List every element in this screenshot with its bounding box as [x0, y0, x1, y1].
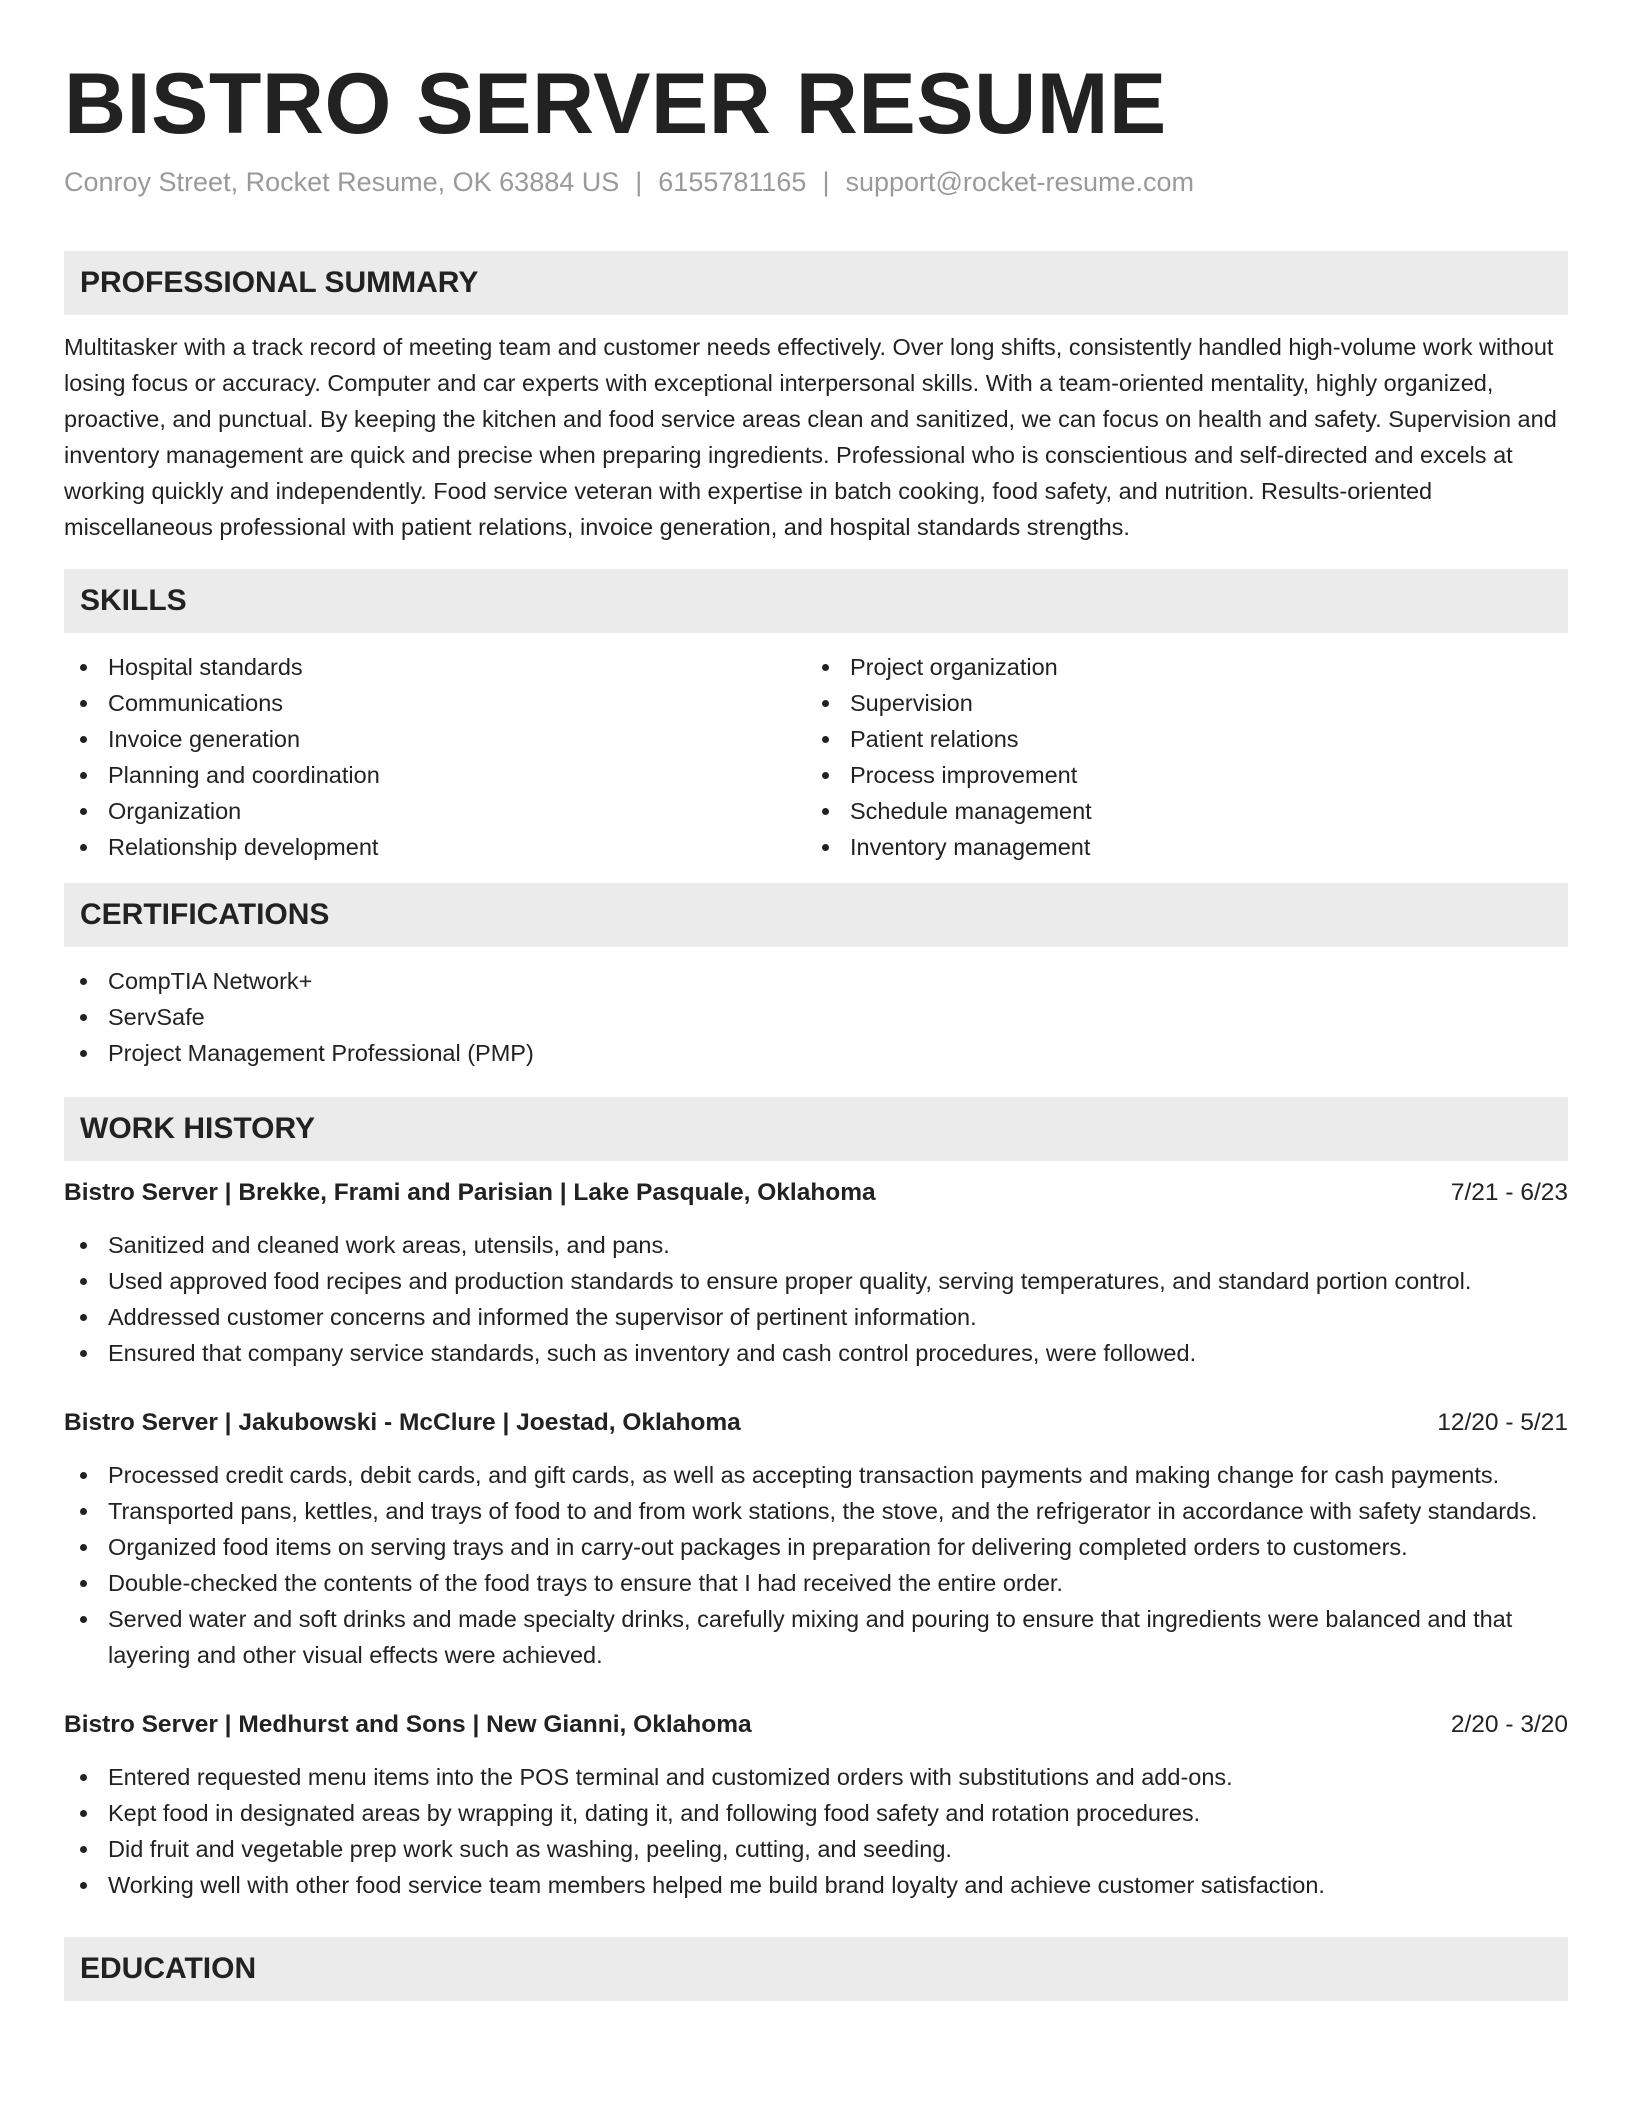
job-bullets [64, 1759, 1568, 1903]
contact-separator: | [822, 167, 830, 197]
skill-item: Project organization [806, 649, 1548, 685]
section-header-education: EDUCATION [64, 1937, 1568, 2001]
certifications-list [64, 963, 1568, 1071]
job-bullet: Served water and soft drinks and made specialty drinks, carefully mixing and pouring to ensure that ingredients were balanced and that layering and other visual effects were achieved. [64, 1601, 1568, 1673]
contact-line [64, 164, 1568, 200]
job-entry [64, 1707, 1568, 1903]
certification-item: ServSafe [64, 999, 1568, 1035]
job-bullet: Sanitized and cleaned work areas, utensils, and pans. [64, 1227, 1568, 1263]
job-dates: 7/21 - 6/23 [1450, 1179, 1568, 1206]
skill-item: Communications [64, 685, 806, 721]
job-bullet: Used approved food recipes and production standards to ensure proper quality, serving temperatures, and standard portion control. [64, 1263, 1568, 1299]
job-bullet: Working well with other food service team members helped me build brand loyalty and achieve customer satisfaction. [64, 1867, 1568, 1903]
job-entry [64, 1405, 1568, 1673]
skill-item: Planning and coordination [64, 757, 806, 793]
job-bullet: Entered requested menu items into the POS terminal and customized orders with substitutions and add-ons. [64, 1759, 1568, 1795]
contact-address: Conroy Street, Rocket Resume, OK 63884 US [64, 167, 620, 197]
contact-phone: 6155781165 [658, 167, 807, 197]
job-bullet: Organized food items on serving trays and in carry-out packages in preparation for delivering completed orders to customers. [64, 1529, 1568, 1565]
skill-item: Process improvement [806, 757, 1548, 793]
job-bullet: Ensured that company service standards, such as inventory and cash control procedures, were followed. [64, 1335, 1568, 1371]
summary-text: Multitasker with a track record of meeting team and customer needs effectively. Over long shifts, consistently handled high-volume work without losing focus or accuracy. Computer and car experts with exceptional interpersonal skills. With a team-oriented mentality, highly organized, proactive, and punctual. By keeping the kitchen and food service areas clean and sanitized, we can focus on health and safety. Supervision and inventory management are quick and precise when preparing ingredients. Professional who is conscientious and self-directed and excels at working quickly and independently. Food service veteran with expertise in batch cooking, food safety, and nutrition. Results-oriented miscellaneous professional with patient relations, invoice generation, and hospital standards strengths. [64, 334, 1557, 540]
job-heading-row [64, 1405, 1568, 1441]
skill-item: Patient relations [806, 721, 1548, 757]
job-entry [64, 1175, 1568, 1371]
job-bullets [64, 1227, 1568, 1371]
skill-item: Organization [64, 793, 806, 829]
skill-item: Invoice generation [64, 721, 806, 757]
section-header-certifications: CERTIFICATIONS [64, 883, 1568, 947]
job-bullets [64, 1457, 1568, 1673]
job-bullet: Addressed customer concerns and informed the supervisor of pertinent information. [64, 1299, 1568, 1335]
job-heading-row [64, 1707, 1568, 1743]
section-header-summary: PROFESSIONAL SUMMARY [64, 251, 1568, 315]
section-header-skills: SKILLS [64, 569, 1568, 633]
skills-column-left [64, 649, 806, 865]
job-bullet: Transported pans, kettles, and trays of food to and from work stations, the stove, and the refrigerator in accordance with safety standards. [64, 1493, 1568, 1529]
section-header-work-history: WORK HISTORY [64, 1097, 1568, 1161]
contact-email: support@rocket-resume.com [845, 167, 1194, 197]
certification-item: Project Management Professional (PMP) [64, 1035, 1568, 1071]
job-heading: Bistro Server | Jakubowski - McClure | Joestad, Oklahoma [64, 1409, 741, 1436]
job-dates: 2/20 - 3/20 [1450, 1711, 1568, 1738]
skill-item: Schedule management [806, 793, 1548, 829]
skill-item: Supervision [806, 685, 1548, 721]
job-bullet: Processed credit cards, debit cards, and gift cards, as well as accepting transaction payments and making change for cash payments. [64, 1457, 1568, 1493]
job-bullet: Did fruit and vegetable prep work such as washing, peeling, cutting, and seeding. [64, 1831, 1568, 1867]
skill-item: Inventory management [806, 829, 1548, 865]
resume-title: BISTRO SERVER RESUME [64, 56, 1167, 152]
job-bullet: Kept food in designated areas by wrapping it, dating it, and following food safety and rotation procedures. [64, 1795, 1568, 1831]
job-heading: Bistro Server | Brekke, Frami and Parisian | Lake Pasquale, Oklahoma [64, 1179, 876, 1206]
skill-item: Relationship development [64, 829, 806, 865]
skills-list [64, 649, 1568, 865]
job-bullet: Double-checked the contents of the food trays to ensure that I had received the entire order. [64, 1565, 1568, 1601]
skill-item: Hospital standards [64, 649, 806, 685]
job-dates: 12/20 - 5/21 [1437, 1409, 1568, 1436]
certification-item: CompTIA Network+ [64, 963, 1568, 999]
contact-separator: | [635, 167, 643, 197]
job-heading-row [64, 1175, 1568, 1211]
skills-column-right [806, 649, 1548, 865]
job-heading: Bistro Server | Medhurst and Sons | New Gianni, Oklahoma [64, 1711, 752, 1738]
